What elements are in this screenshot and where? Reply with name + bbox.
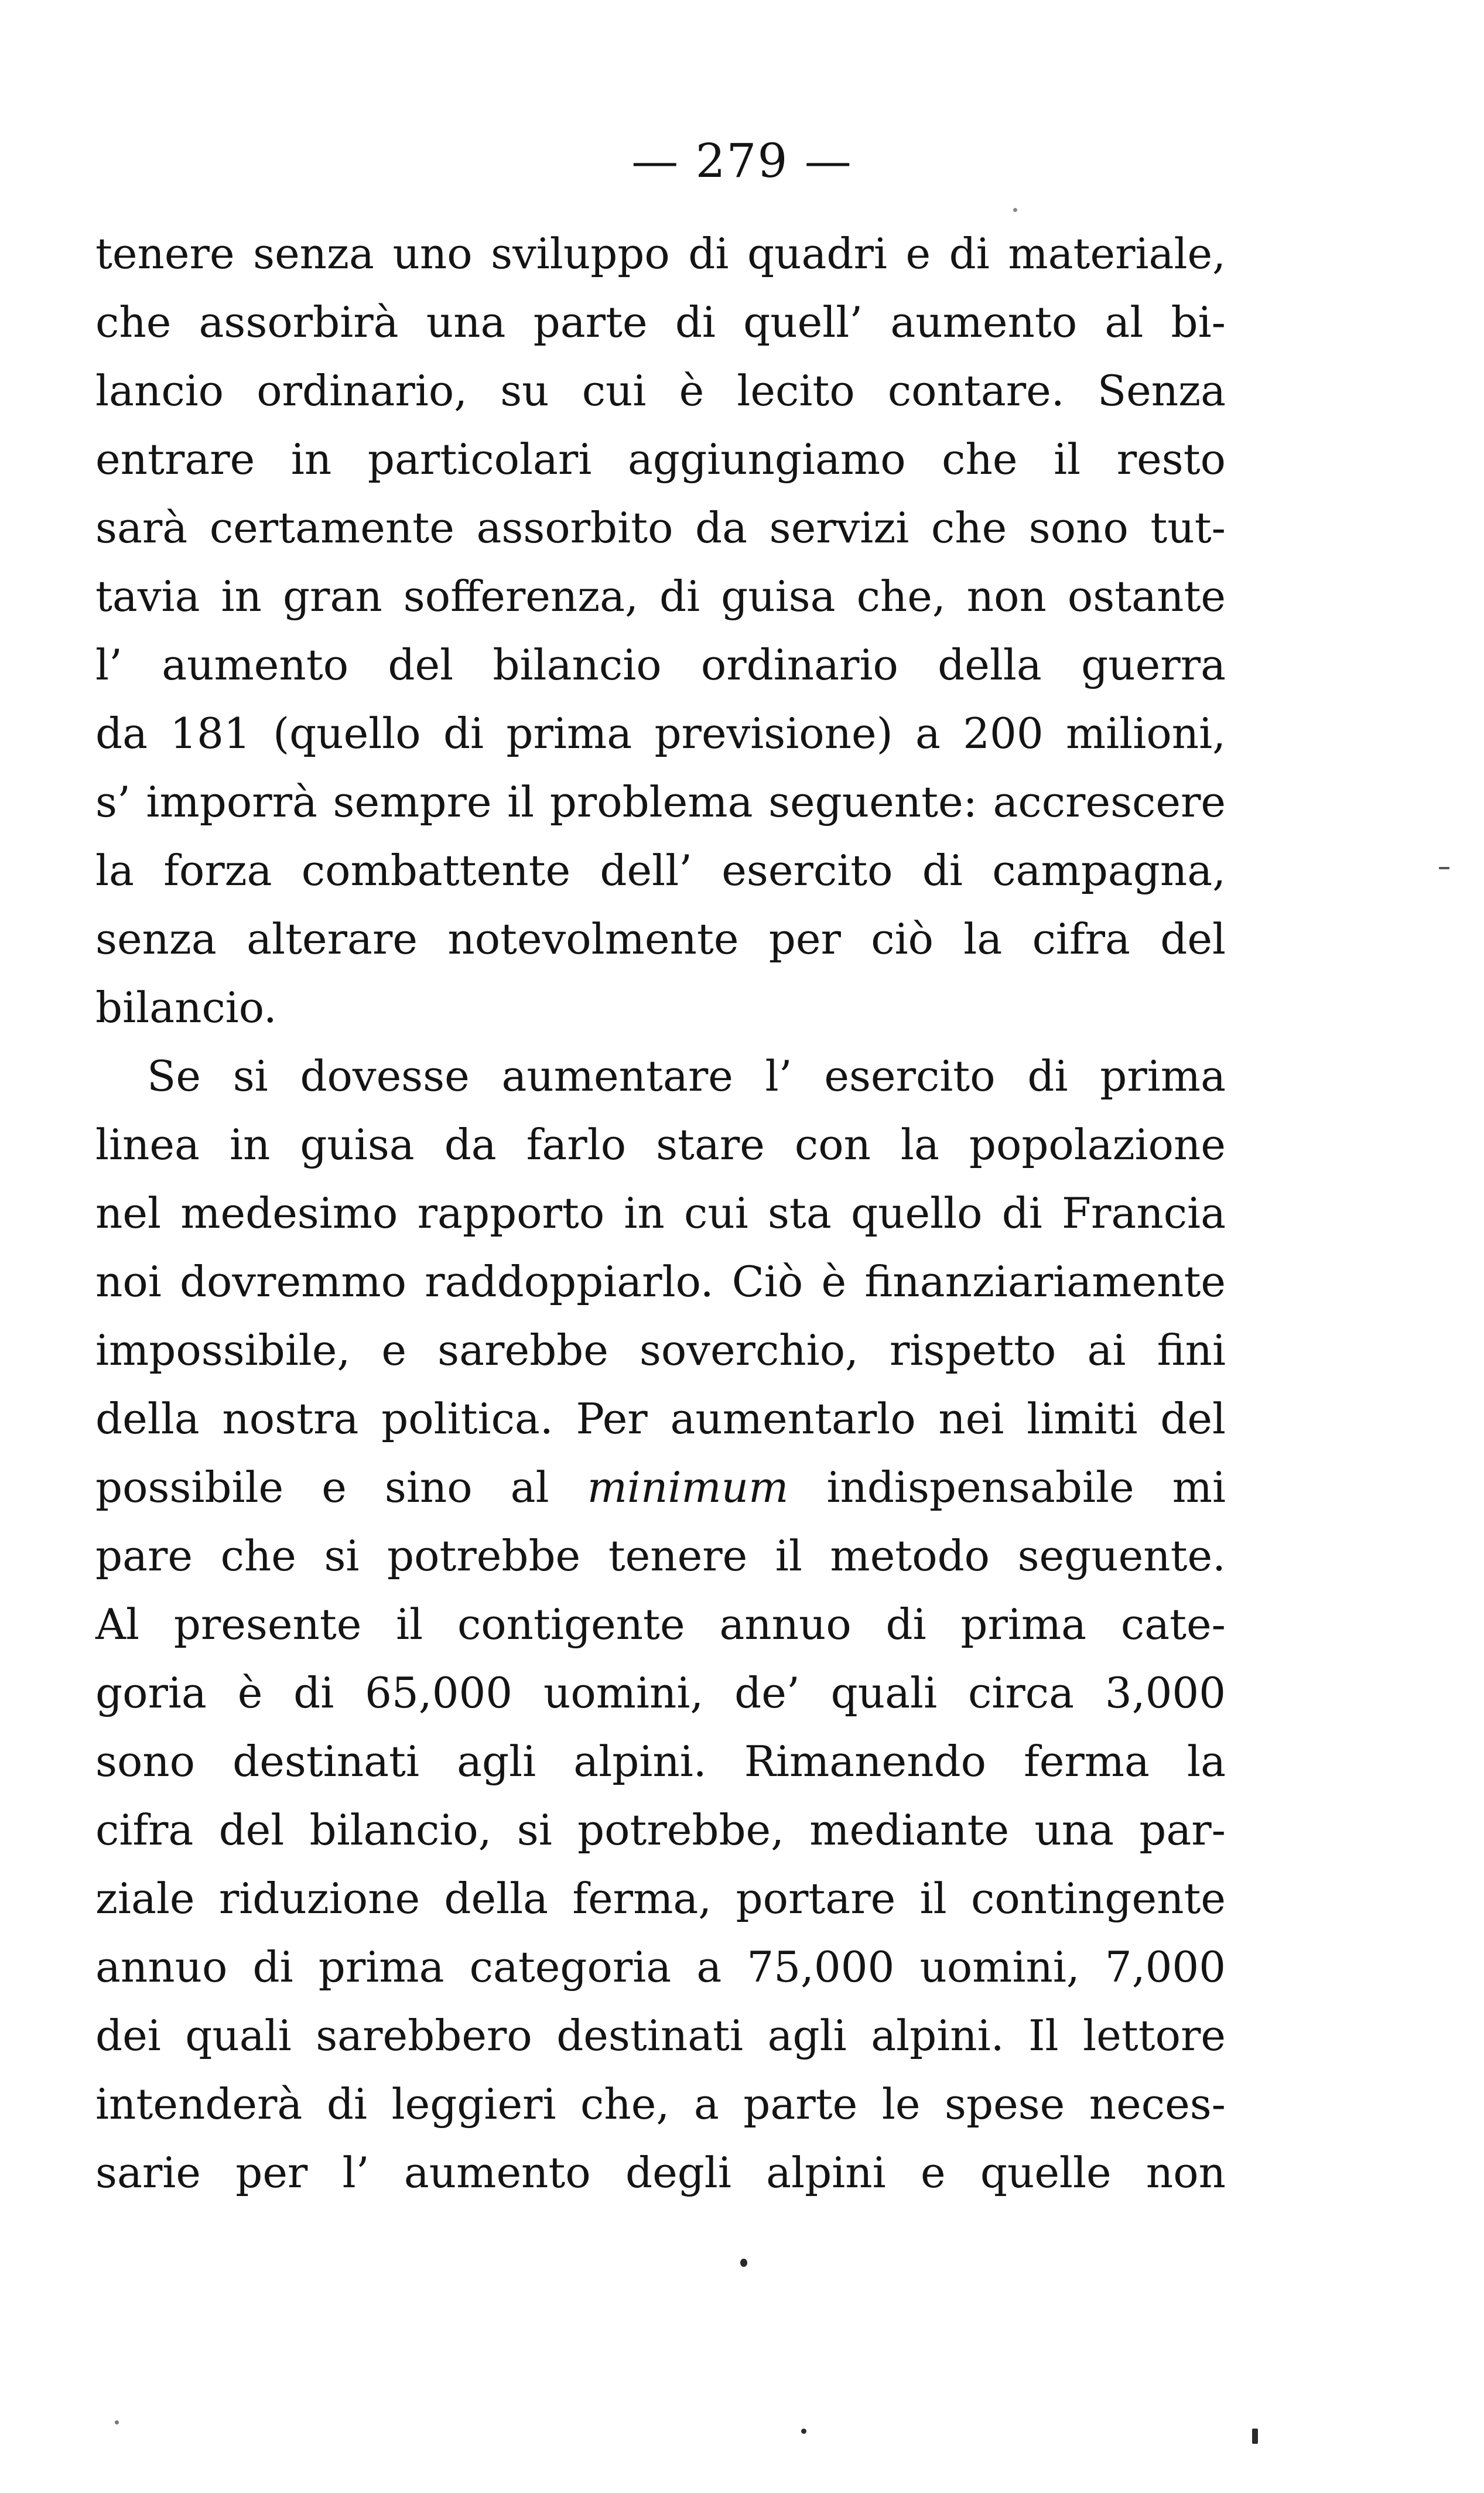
scan-speck	[1013, 208, 1017, 212]
scan-speck	[740, 2259, 747, 2267]
text-line: che assorbirà una parte di quell’ aumento al bi-	[95, 298, 1226, 347]
text-segment: indispensabile mi	[788, 1463, 1226, 1512]
text-line: la forza combattente dell’ esercito di campagna,	[95, 846, 1226, 895]
text-line: sarie per l’ aumento degli alpini e quelle non	[95, 2148, 1226, 2197]
text-line: lancio ordinario, su cui è lecito contare. Senza	[95, 366, 1226, 415]
text-line: s’ imporrà sempre il problema seguente: accrescere	[95, 777, 1226, 827]
body-text	[95, 220, 1226, 2207]
text-segment: possibile e sino al	[95, 1463, 587, 1512]
text-line: goria è di 65,000 uomini, de’ quali circa 3,000	[95, 1668, 1226, 1717]
text-line: cifra del bilancio, si potrebbe, mediante una par-	[95, 1805, 1226, 1855]
text-line: linea in guisa da farlo stare con la popolazione	[95, 1120, 1226, 1169]
text-line: sono destinati agli alpini. Rimanendo ferma la	[95, 1737, 1226, 1786]
text-line: senza alterare notevolmente per ciò la cifra del	[95, 914, 1226, 964]
text-line: pare che si potrebbe tenere il metodo seguente.	[95, 1531, 1226, 1580]
text-line: Al presente il contigente annuo di prima cate-	[95, 1600, 1226, 1649]
scan-speck	[115, 2420, 119, 2424]
text-line	[95, 1453, 1226, 1522]
scan-speck	[1252, 2429, 1258, 2444]
text-line: tavia in gran sofferenza, di guisa che, non ostante	[95, 572, 1226, 621]
italic-term: minimum	[587, 1463, 789, 1512]
text-line: bilancio.	[95, 983, 277, 1032]
text-line: dei quali sarebbero destinati agli alpini. Il lettore	[95, 2011, 1226, 2060]
scan-speck	[1439, 867, 1449, 869]
text-line: noi dovremmo raddoppiarlo. Ciò è finanziariamente	[95, 1257, 1226, 1306]
text-line: sarà certamente assorbito da servizi che sono tut-	[95, 503, 1226, 552]
text-line: ziale riduzione della ferma, portare il contingente	[95, 1874, 1226, 1923]
scan-speck	[801, 2429, 806, 2434]
text-line: Se si dovesse aumentare l’ esercito di prima	[147, 1051, 1226, 1101]
text-line: tenere senza uno sviluppo di quadri e di materiale,	[95, 229, 1226, 278]
text-line: impossibile, e sarebbe soverchio, rispetto ai fini	[95, 1326, 1226, 1375]
text-line: nel medesimo rapporto in cui sta quello di Francia	[95, 1189, 1226, 1238]
text-line: l’ aumento del bilancio ordinario della guerra	[95, 640, 1226, 689]
text-line: entrare in particolari aggiungiamo che il resto	[95, 435, 1226, 484]
text-line: annuo di prima categoria a 75,000 uomini, 7,000	[95, 1942, 1226, 1992]
text-line: della nostra politica. Per aumentarlo nei limiti del	[95, 1394, 1226, 1443]
page-number: — 279 —	[631, 134, 853, 188]
text-line: intenderà di leggieri che, a parte le spese neces-	[95, 2079, 1226, 2129]
text-line: da 181 (quello di prima previsione) a 200 milioni,	[95, 709, 1226, 758]
